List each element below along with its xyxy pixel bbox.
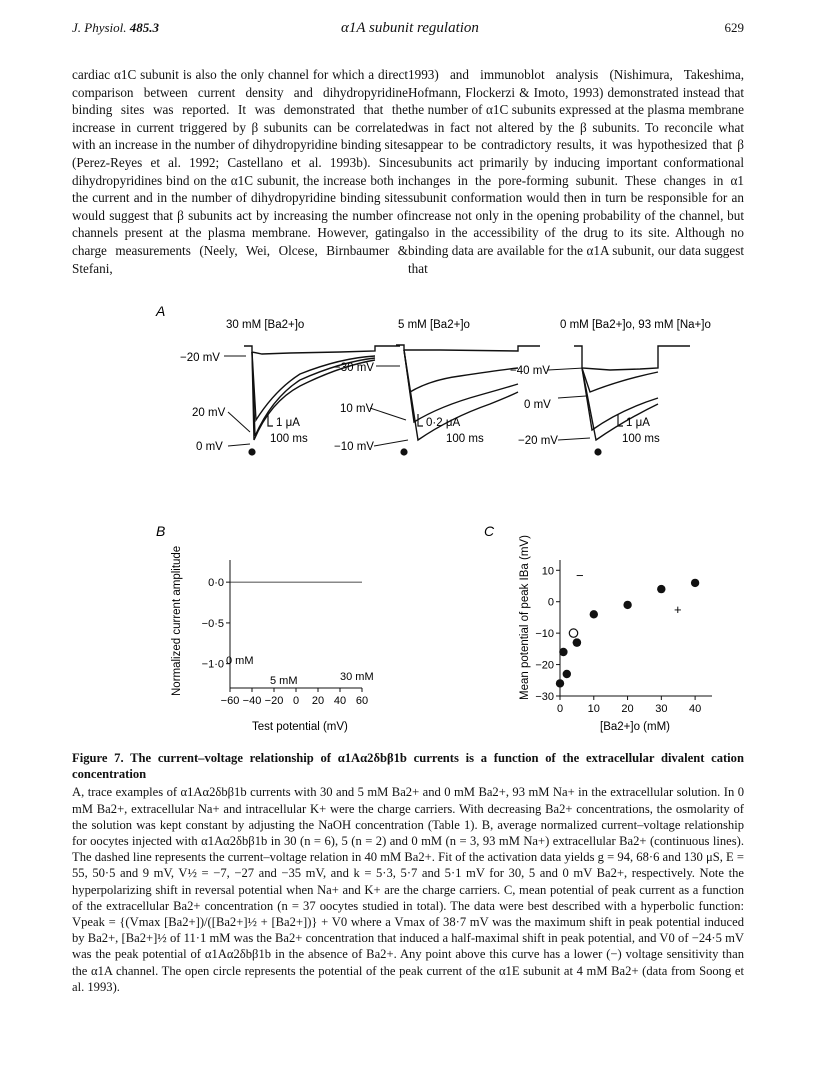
page-number: 629 <box>724 20 744 35</box>
trace-label: 10 mV <box>340 403 374 415</box>
curve-label-5mm: 5 mM <box>270 675 298 687</box>
trace-title-0mm: 0 mM [Ba2+]o, 93 mM [Na+]o <box>560 319 711 331</box>
x-tick-label: −20 <box>264 695 284 707</box>
panel-c-letter: C <box>484 523 495 539</box>
trace-label: 0 mV <box>524 399 551 411</box>
data-point <box>556 679 564 687</box>
data-point <box>563 670 571 678</box>
y-tick-label: −20 <box>535 659 554 672</box>
x-tick-label: 20 <box>621 703 634 715</box>
curve-label-0mm: 0 mM <box>226 655 254 667</box>
scale-bar-current: 1 μA <box>276 417 300 429</box>
x-tick-label: −40 <box>242 695 262 707</box>
x-tick-label: 20 <box>311 695 325 707</box>
x-tick-label: 30 <box>655 703 668 715</box>
y-tick-label: 10 <box>541 565 554 578</box>
caption-text: A, trace examples of α1Aα2δbβ1b currents with 30 and 5 mM Ba2+ and 0 mM Ba2+, 93 mM Na+ in the extracellular solution. In 0 mM Ba2+, extracellular Na+ and intracellular K+ were the charge carriers. With decreasing Ba2+ concentrations, the osmolarity of the solution was kept constant by adjusting the NaOH concentration (Table 1). B, average normalized current–voltage relationship for oocytes injected with α1Aα2δbβ1b in 30 (n = 6), 5 (n = 2) and 0 mM (n = 3, 93 mM Na+) extracellular Ba2+ (continuous lines). The dashed line represents the current–voltage relation in 40 mM Ba2+. Fit of the activation data yields g = 94, 68·6 and 130 μS, E = 55, 50·5 and 9 mV, V½ = −7, −27 and −35 mV, and k = 5·3, 5·7 and 5·1 mV for 30, 5 and 0 mV Ba2+, respectively. Note the hyperpolarizing shift in reversal potential when Na+ and K+ are the charge carriers. C, mean potential of peak current as a function of the extracellular Ba2+ concentration (n = 37 oocytes studied in total). The data were best described with a hyperbolic function: Vpeak = {(Vmax [Ba2+])/([Ba2+]½ + [Ba2+])} + V0 where a Vmax of 38·7 mV was the maximum shift in peak potential induced by Ba2+, [Ba2+]½ of 11·1 mM was the Ba2+ concentration that induced a half-maximal shift in peak potential, and V0 of −24·5 mV was the peak potential of α1Aα2δbβ1b in the absence of Ba2+. Any point above this curve has a lower (−) voltage sensitivity than the α1A channel. The open circle represents the potential of the peak current of the α1E subunit at 4 mM Ba2+ (data from Soong et al. 1993). <box>72 785 744 994</box>
trace-30mm <box>224 346 400 446</box>
panel-a-letter: A <box>156 303 166 319</box>
scale-bar-time: 100 ms <box>622 433 660 445</box>
peak-potential-chart <box>535 560 712 715</box>
x-tick-label: 0 <box>556 703 564 715</box>
x-tick-label: 10 <box>587 703 600 715</box>
trace-title-5mm: 5 mM [Ba2+]o <box>398 319 470 331</box>
body-paragraph-left: cardiac α1C subunit is also the only channel for which a direct comparison between current density and dihydropyridine binding sites was reported. It was demonstrated that the increase in current triggered by β subunits can be correlated with an increase in the number of dihydropyridine binding sites (Perez-Reyes et al. 1992; Castellano et al. 1993b). Since dihydropyridines bind on the α1C subunit, the increase both in the current and in the number of dihydropyridine binding sites would suggest that β subunits act by increasing the number of channels present at the plasma membrane. However, gating charge measurements (Neely, Wei, Olcese, Birnbaumer & Stefani, <box>72 67 408 276</box>
chart-c-ylabel: Mean potential of peak IBa (mV) <box>519 535 531 700</box>
open-circle-point <box>569 629 577 637</box>
data-point <box>691 579 699 587</box>
y-tick-label: 0 <box>547 596 554 609</box>
data-point <box>657 585 665 593</box>
trace-label: −10 mV <box>334 441 374 453</box>
x-tick-label: 0 <box>292 695 300 707</box>
panel-b-letter: B <box>156 523 166 539</box>
curve-label-30mm: 30 mM <box>340 671 374 683</box>
trace-label: −30 mV <box>334 362 374 374</box>
trace-30mm-marker <box>248 448 255 455</box>
x-tick-label: 60 <box>355 695 369 707</box>
chart-c-xlabel: [Ba2+]o (mM) <box>600 721 670 733</box>
y-tick-label: −0·5 <box>201 617 224 630</box>
x-tick-label: 40 <box>688 703 702 715</box>
trace-5mm <box>370 345 540 446</box>
y-tick-label: −10 <box>535 628 554 641</box>
volume: 485.3 <box>129 20 160 35</box>
data-point <box>559 648 567 656</box>
data-point <box>623 601 631 609</box>
body-paragraph-right: 1993) and immunoblot analysis (Nishimura, Takeshima, Hofmann, Flockerzi & Imoto, 1993) demonstrated instead that the number of α1C subunits expressed at the plasma membrane was in fact not altered by the β subunits. To reconcile what appear to be contradictory results, it was hypothesized that β subunits act primarily by inducing important conformational changes in the pore-forming subunit. These changes in α1 subunit conformation would then in turn be responsible for an increase not only in the opening probability of the channel, but also in the accessibility of the drug to its site. Although no binding data are available for the α1A subunit, our data suggest that <box>408 67 744 276</box>
y-tick-label: −30 <box>535 691 554 703</box>
y-tick-label: −1·0 <box>201 658 224 671</box>
scale-bar-current: 1 μA <box>626 417 650 429</box>
minus-label: − <box>576 568 584 583</box>
trace-label: −20 mV <box>180 352 220 364</box>
trace-label: −40 mV <box>510 365 550 377</box>
trace-0mm-marker <box>594 448 601 455</box>
chart-b-ylabel: Normalized current amplitude <box>171 545 183 696</box>
x-tick-label: 40 <box>333 695 347 707</box>
scale-bar-time: 100 ms <box>270 433 308 445</box>
chart-b-xlabel: Test potential (mV) <box>252 721 348 733</box>
caption-title: Figure 7. The current–voltage relationship of α1Aα2δbβ1b currents is a function of the extracellular divalent cation concentration <box>72 751 744 782</box>
trace-label: −20 mV <box>518 435 558 447</box>
running-title: α1A subunit regulation <box>341 20 479 36</box>
y-tick-label: 0·0 <box>208 577 224 590</box>
x-tick-label: −60 <box>220 695 240 707</box>
data-point <box>590 610 598 618</box>
trace-0mm <box>548 346 690 440</box>
plus-label: + <box>674 602 682 617</box>
trace-label: 0 mV <box>196 441 223 453</box>
journal-name: J. Physiol. <box>72 20 127 35</box>
data-point <box>573 638 581 646</box>
figure-caption <box>72 750 744 995</box>
scale-bar-time: 100 ms <box>446 433 484 445</box>
trace-label: 20 mV <box>192 407 226 419</box>
trace-title-30mm: 30 mM [Ba2+]o <box>226 319 305 331</box>
trace-5mm-marker <box>400 448 407 455</box>
scale-bar-current: 0·2 μA <box>426 417 461 429</box>
